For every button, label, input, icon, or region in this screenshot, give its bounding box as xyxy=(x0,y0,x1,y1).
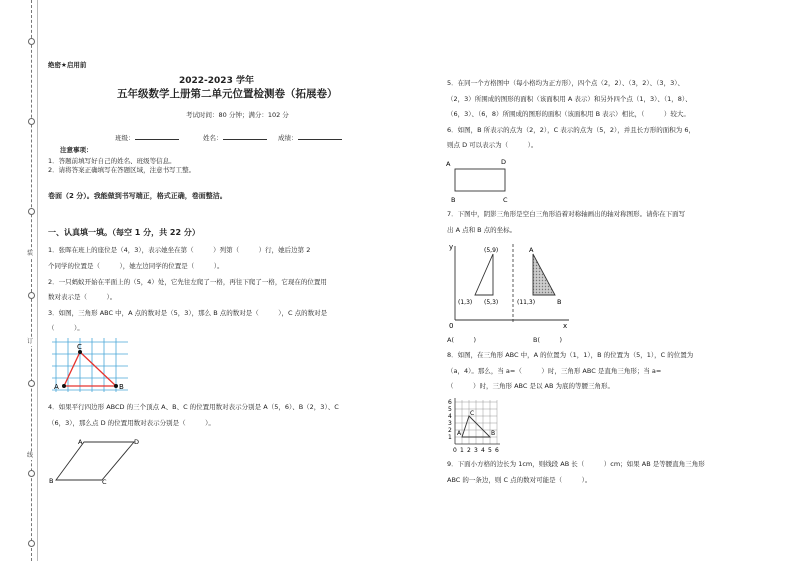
q3-label-b: B xyxy=(119,383,124,391)
q7-line-1: 7．下图中，阴影三角形是空白三角形沿着对称轴画出的轴对称图形。请你在下面写 xyxy=(447,210,686,218)
q7-shaded-triangle xyxy=(533,254,555,295)
q7-label-a: A xyxy=(529,246,534,254)
q7-label-y: y xyxy=(449,243,454,251)
q3-point-a xyxy=(62,384,66,388)
secret-label: 绝密★启用前 xyxy=(48,61,87,69)
q7-label-origin: 0 xyxy=(449,322,454,330)
binding-label-2: 订 xyxy=(27,338,34,345)
binding-solid-line xyxy=(37,0,38,561)
q6-line-1: 6．如图，B 所表示的点为（2，2），C 表示的点为（5，2），并且长方形的面积为 6， xyxy=(447,126,696,134)
q3-grid-lines xyxy=(52,338,128,392)
exam-year: 2022-2023 学年 xyxy=(179,76,254,86)
q8-y-tick-5: 5 xyxy=(448,406,452,413)
neatness-note: 卷面（2 分）。我能做到书写端正，格式正确，卷面整洁。 xyxy=(48,192,227,200)
q8-label-a: A xyxy=(457,430,462,437)
q6-label-a: A xyxy=(446,160,451,168)
q6-label-b: B xyxy=(451,196,456,204)
binding-label-1: 装 xyxy=(27,250,34,257)
q8-x-tick-4: 4 xyxy=(481,447,485,454)
q4-parallelogram xyxy=(56,442,134,480)
q8-y-tick-4: 4 xyxy=(448,413,452,420)
q4-label-c: C xyxy=(102,478,107,486)
q7-answer-b[interactable]: B( ) xyxy=(533,336,563,344)
q8-line-3: （ ）时，三角形 ABC 是以 AB 为底的等腰三角形。 xyxy=(447,382,615,390)
q3-label-c: C xyxy=(77,343,82,351)
q5-line-2: （2，3）所围成的图形的面积（该面积用 A 表示）和另外四个点（1，3）、（1，8）、 xyxy=(447,95,692,103)
binding-hole-3 xyxy=(28,208,35,215)
q8-x-tick-0: 0 xyxy=(453,447,457,454)
q8-line-1: 8．如图，在三角形 ABC 中，A 的位置为（1，1），B 的位置为（5，1），C 的位置为 xyxy=(447,351,694,359)
q3-triangle xyxy=(64,352,116,386)
q3-line-1: 3．如图，三角形 ABC 中，A 点的数对是（5，3），那么 B 点的数对是（ ），C 点的数对是 xyxy=(48,309,328,317)
q8-x-tick-3: 3 xyxy=(474,447,478,454)
q8-x-tick-2: 2 xyxy=(467,447,471,454)
q4-parallelogram-figure xyxy=(46,434,146,486)
q6-line-2: 则点 D 可以表示为（ ）。 xyxy=(447,141,538,149)
exam-info: 考试时间：80 分钟；满分：102 分 xyxy=(186,111,289,119)
binding-hole-4 xyxy=(28,292,35,299)
binding-hole-5 xyxy=(28,380,35,387)
q1-line-2: 个同学的位置是（ ），她左边同学的位置是（ ）。 xyxy=(48,262,224,270)
q7-label-113: (11,3) xyxy=(517,299,536,306)
q5-line-1: 5．在同一个方格图中（每小格均为正方形），四个点（2，2）、（3，2）、（3，3）、 xyxy=(447,79,684,87)
section1-title: 一、认真填一填。（每空 1 分，共 22 分） xyxy=(48,228,200,237)
q4-label-d: D xyxy=(134,438,140,446)
q9-line-1: 9．下面小方格的边长为 1cm，则线段 AB 长（ ）cm；如果 AB 是等腰直角三角形 xyxy=(447,460,705,468)
q6-label-d: D xyxy=(501,158,507,166)
q2-line-1: 2．一只蚂蚁开始在平面上的（5，4）处，它先往左爬了一格，再往下爬了一格，它现在的位置用 xyxy=(48,278,327,286)
q3-line-2: （ ）。 xyxy=(48,324,84,332)
q7-label-59: (5,9) xyxy=(484,247,499,254)
q1-line-1: 1．张晖在班上的座位是（4，3），表示她坐在第（ ）列第（ ）行，她后边第 2 xyxy=(48,246,311,254)
q8-y-tick-3: 3 xyxy=(448,420,452,427)
notes-line-2: 2．请将答案正确填写在答题区域，注意书写工整。 xyxy=(48,166,196,174)
name-field[interactable] xyxy=(203,133,267,143)
binding-hole-1 xyxy=(28,38,35,45)
name-label: 姓名： xyxy=(203,134,223,142)
q3-grid-figure xyxy=(46,336,132,394)
q8-label-b: B xyxy=(491,430,496,437)
q8-x-tick-5: 5 xyxy=(488,447,492,454)
q4-label-a: A xyxy=(78,438,83,446)
notes-heading: 注意事项： xyxy=(60,146,93,154)
notes-line-1: 1．答题前填写好自己的姓名、班级等信息。 xyxy=(48,157,176,165)
q7-answer-a[interactable]: A( ) xyxy=(447,336,477,344)
q7-symmetry-figure xyxy=(445,240,585,330)
q3-label-a: A xyxy=(54,383,59,391)
q4-label-b: B xyxy=(49,477,54,485)
q8-grid-figure xyxy=(445,394,505,456)
q6-rectangle xyxy=(455,169,505,191)
binding-margin xyxy=(0,0,40,561)
q7-label-13: (1,3) xyxy=(458,299,473,306)
q9-line-2: ABC 的一条边，则 C 点的数对可能是（ ）。 xyxy=(447,476,592,484)
q7-label-53: (5,3) xyxy=(484,299,499,306)
q6-rectangle-figure xyxy=(443,155,519,205)
q4-line-2: （6，3），那么点 D 的位置用数对表示分别是（ ）。 xyxy=(48,419,215,427)
class-field[interactable] xyxy=(115,133,179,143)
score-label: 成绩： xyxy=(278,134,298,142)
q7-label-x: x xyxy=(563,322,568,330)
q8-y-tick-2: 2 xyxy=(448,427,452,434)
q8-x-tick-6: 6 xyxy=(495,447,499,454)
q5-line-3: （6，3）、（6，8）所围成的图形的面积（该面积用 B 表示）相比，（ ）较大。 xyxy=(447,110,690,118)
q3-point-b xyxy=(114,384,118,388)
score-blank[interactable] xyxy=(298,133,342,140)
page-title: 五年级数学上册第二单元位置检测卷（拓展卷） xyxy=(117,88,338,100)
q8-x-tick-1: 1 xyxy=(460,447,464,454)
binding-hole-6 xyxy=(28,470,35,477)
q8-y-tick-6: 6 xyxy=(448,399,452,406)
binding-hole-2 xyxy=(28,118,35,125)
q7-line-2: 出 A 点和 B 点的坐标。 xyxy=(447,226,517,234)
class-label: 班级： xyxy=(115,134,135,142)
score-field[interactable] xyxy=(278,133,342,143)
q8-line-2: （a，4）。那么，当 a=（ ）时，三角形 ABC 是直角三角形；当 a= xyxy=(447,367,662,375)
q8-label-c: C xyxy=(470,410,475,417)
q2-line-2: 数对表示是（ ）。 xyxy=(48,293,117,301)
q7-blank-triangle xyxy=(475,254,493,295)
binding-hole-7 xyxy=(28,540,35,547)
class-blank[interactable] xyxy=(135,133,179,140)
q8-y-tick-1: 1 xyxy=(448,434,452,441)
q4-line-1: 4．如果平行四边形 ABCD 的三个顶点 A、B、C 的位置用数对表示分别是 A（5，6）、B（2，3）、C xyxy=(48,403,339,411)
q7-label-b: B xyxy=(557,298,562,306)
name-blank[interactable] xyxy=(223,133,267,140)
q6-label-c: C xyxy=(503,196,508,204)
binding-label-3: 线 xyxy=(27,452,34,459)
